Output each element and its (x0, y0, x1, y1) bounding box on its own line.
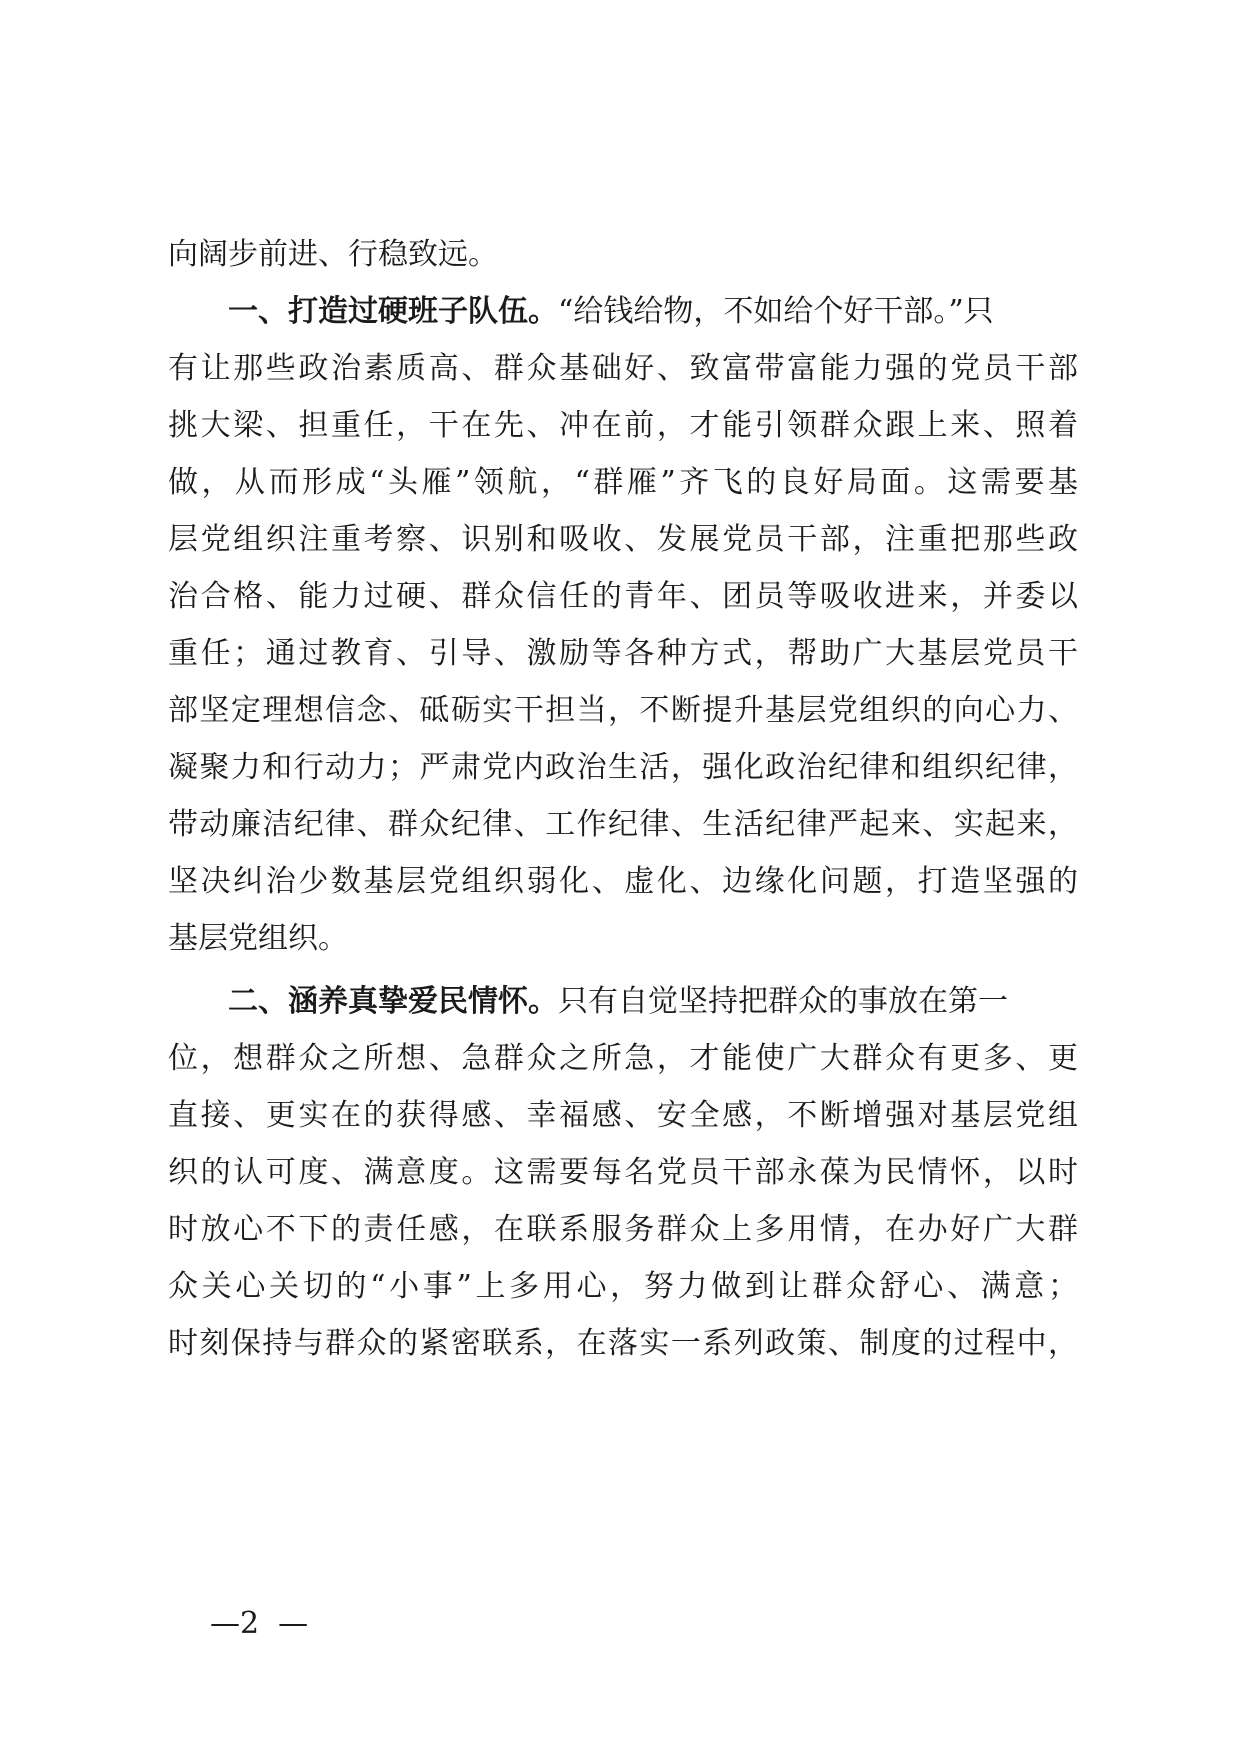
paragraph-line: 做，从而形成“头雁”领航，“群雁”齐飞的良好局面。这需要基 (168, 465, 1078, 500)
paragraph-line: 位，想群众之所想、急群众之所急，才能使广大群众有更多、更 (168, 1041, 1078, 1076)
paragraph-line: 有让那些政治素质高、群众基础好、致富带富能力强的党员干部 (168, 351, 1078, 386)
paragraph-line: 凝聚力和行动力；严肃党内政治生活，强化政治纪律和组织纪律， (168, 750, 1078, 785)
page-number: —2 — (210, 1606, 309, 1641)
quote-text: “给钱给物，不如给个好干部。”只 (558, 294, 994, 329)
paragraph-line: 众关心关切的“小事”上多用心，努力做到让群众舒心、满意； (168, 1269, 1078, 1304)
paragraph-line (168, 283, 1078, 340)
paragraph-line: 时刻保持与群众的紧密联系，在落实一系列政策、制度的过程中， (168, 1326, 1078, 1361)
paragraph-line: 坚决纠治少数基层党组织弱化、虚化、边缘化问题，打造坚强的 (168, 864, 1078, 899)
paragraph-text: 只有自觉坚持把群众的事放在第一 (558, 984, 1008, 1019)
paragraph-line: 向阔步前进、行稳致远。 (168, 237, 498, 272)
paragraph-line: 挑大梁、担重任，干在先、冲在前，才能引领群众跟上来、照着 (168, 408, 1078, 443)
paragraph-line (168, 973, 1078, 1030)
paragraph-line: 治合格、能力过硬、群众信任的青年、团员等吸收进来，并委以 (168, 579, 1078, 614)
document-body (168, 226, 1078, 1372)
paragraph-line: 基层党组织。 (168, 921, 348, 956)
paragraph-line: 重任；通过教育、引导、激励等各种方式，帮助广大基层党员干 (168, 636, 1078, 671)
section-heading-1: 一、打造过硬班子队伍。 (228, 294, 558, 329)
paragraph-line: 部坚定理想信念、砥砺实干担当，不断提升基层党组织的向心力、 (168, 693, 1078, 728)
paragraph-line: 直接、更实在的获得感、幸福感、安全感，不断增强对基层党组 (168, 1098, 1078, 1133)
section-heading-2: 二、涵养真挚爱民情怀。 (228, 984, 558, 1019)
paragraph-line: 层党组织注重考察、识别和吸收、发展党员干部，注重把那些政 (168, 522, 1078, 557)
paragraph-line: 时放心不下的责任感，在联系服务群众上多用情，在办好广大群 (168, 1212, 1078, 1247)
paragraph-line: 织的认可度、满意度。这需要每名党员干部永葆为民情怀，以时 (168, 1155, 1078, 1190)
paragraph-line: 带动廉洁纪律、群众纪律、工作纪律、生活纪律严起来、实起来， (168, 807, 1078, 842)
